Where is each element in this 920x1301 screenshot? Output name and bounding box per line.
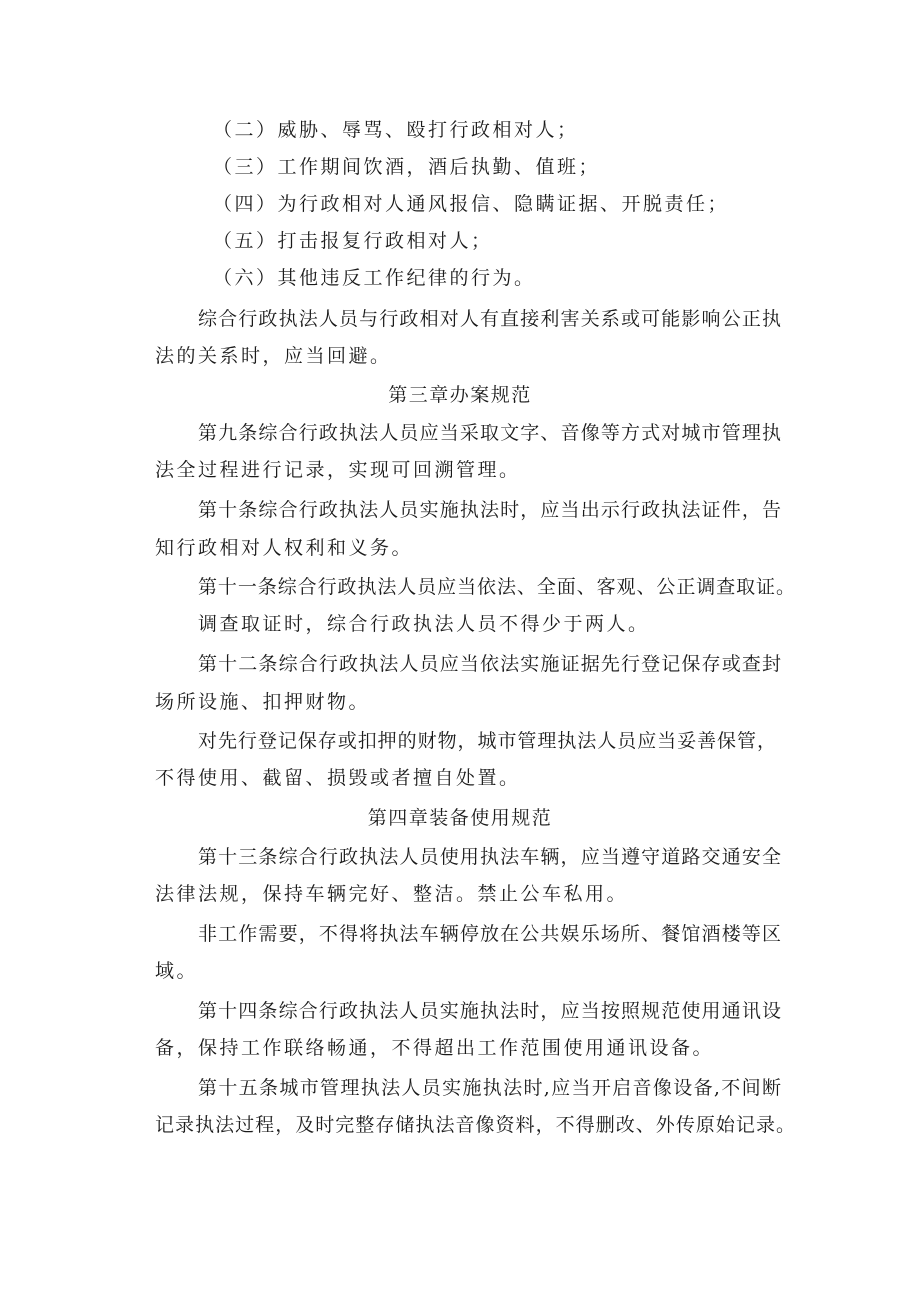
avoidance-paragraph-line2: 法的关系时，应当回避。 bbox=[155, 345, 392, 367]
item-6: （六）其他违反工作纪律的行为。 bbox=[213, 267, 536, 289]
article-12-custody-line2: 不得使用、截留、损毁或者擅自处置。 bbox=[155, 767, 521, 789]
article-13-parking-line2: 域。 bbox=[155, 960, 199, 982]
article-15-line2: 记录执法过程，及时完整存储执法音像资料，不得删改、外传原始记录。 bbox=[155, 1114, 795, 1136]
article-10-line2: 知行政相对人权利和义务。 bbox=[155, 537, 414, 559]
avoidance-paragraph-line1: 综合行政执法人员与行政相对人有直接利害关系或可能影响公正执 bbox=[198, 308, 781, 330]
article-14-line1: 第十四条综合行政执法人员实施执法时，应当按照规范使用通讯设 bbox=[198, 1000, 781, 1022]
article-9-line1: 第九条综合行政执法人员应当采取文字、音像等方式对城市管理执 bbox=[198, 422, 781, 444]
article-13-parking-line1: 非工作需要，不得将执法车辆停放在公共娱乐场所、餐馆酒楼等区 bbox=[198, 923, 781, 945]
item-5: （五）打击报复行政相对人； bbox=[213, 230, 493, 252]
article-15-line1: 第十五条城市管理执法人员实施执法时,应当开启音像设备,不间断 bbox=[198, 1077, 781, 1099]
chapter-4-heading: 第四章装备使用规范 bbox=[367, 807, 553, 829]
article-10-line1: 第十条综合行政执法人员实施执法时，应当出示行政执法证件，告 bbox=[198, 499, 781, 521]
article-14-line2: 备，保持工作联络畅通，不得超出工作范围使用通讯设备。 bbox=[155, 1037, 715, 1059]
chapter-3-heading: 第三章办案规范 bbox=[388, 384, 532, 406]
article-11-line2: 调查取证时，综合行政执法人员不得少于两人。 bbox=[198, 613, 650, 635]
item-3: （三）工作期间饮酒，酒后执勤、值班； bbox=[213, 156, 601, 178]
article-12-line1: 第十二条综合行政执法人员应当依法实施证据先行登记保存或查封 bbox=[198, 653, 781, 675]
article-11-line1: 第十一条综合行政执法人员应当依法、全面、客观、公正调查取证。 bbox=[198, 576, 795, 598]
article-12-line2: 场所设施、扣押财物。 bbox=[155, 691, 371, 713]
article-13-line2: 法律法规，保持车辆完好、整洁。禁止公车私用。 bbox=[155, 883, 629, 905]
item-2: （二）威胁、辱骂、殴打行政相对人； bbox=[213, 119, 579, 141]
article-12-custody-line1: 对先行登记保存或扣押的财物，城市管理执法人员应当妥善保管， bbox=[198, 730, 776, 752]
article-13-line1: 第十三条综合行政执法人员使用执法车辆，应当遵守道路交通安全 bbox=[198, 846, 781, 868]
article-9-line2: 法全过程进行记录，实现可回溯管理。 bbox=[155, 459, 521, 481]
item-4: （四）为行政相对人通风报信、隐瞒证据、开脱责任； bbox=[213, 193, 730, 215]
